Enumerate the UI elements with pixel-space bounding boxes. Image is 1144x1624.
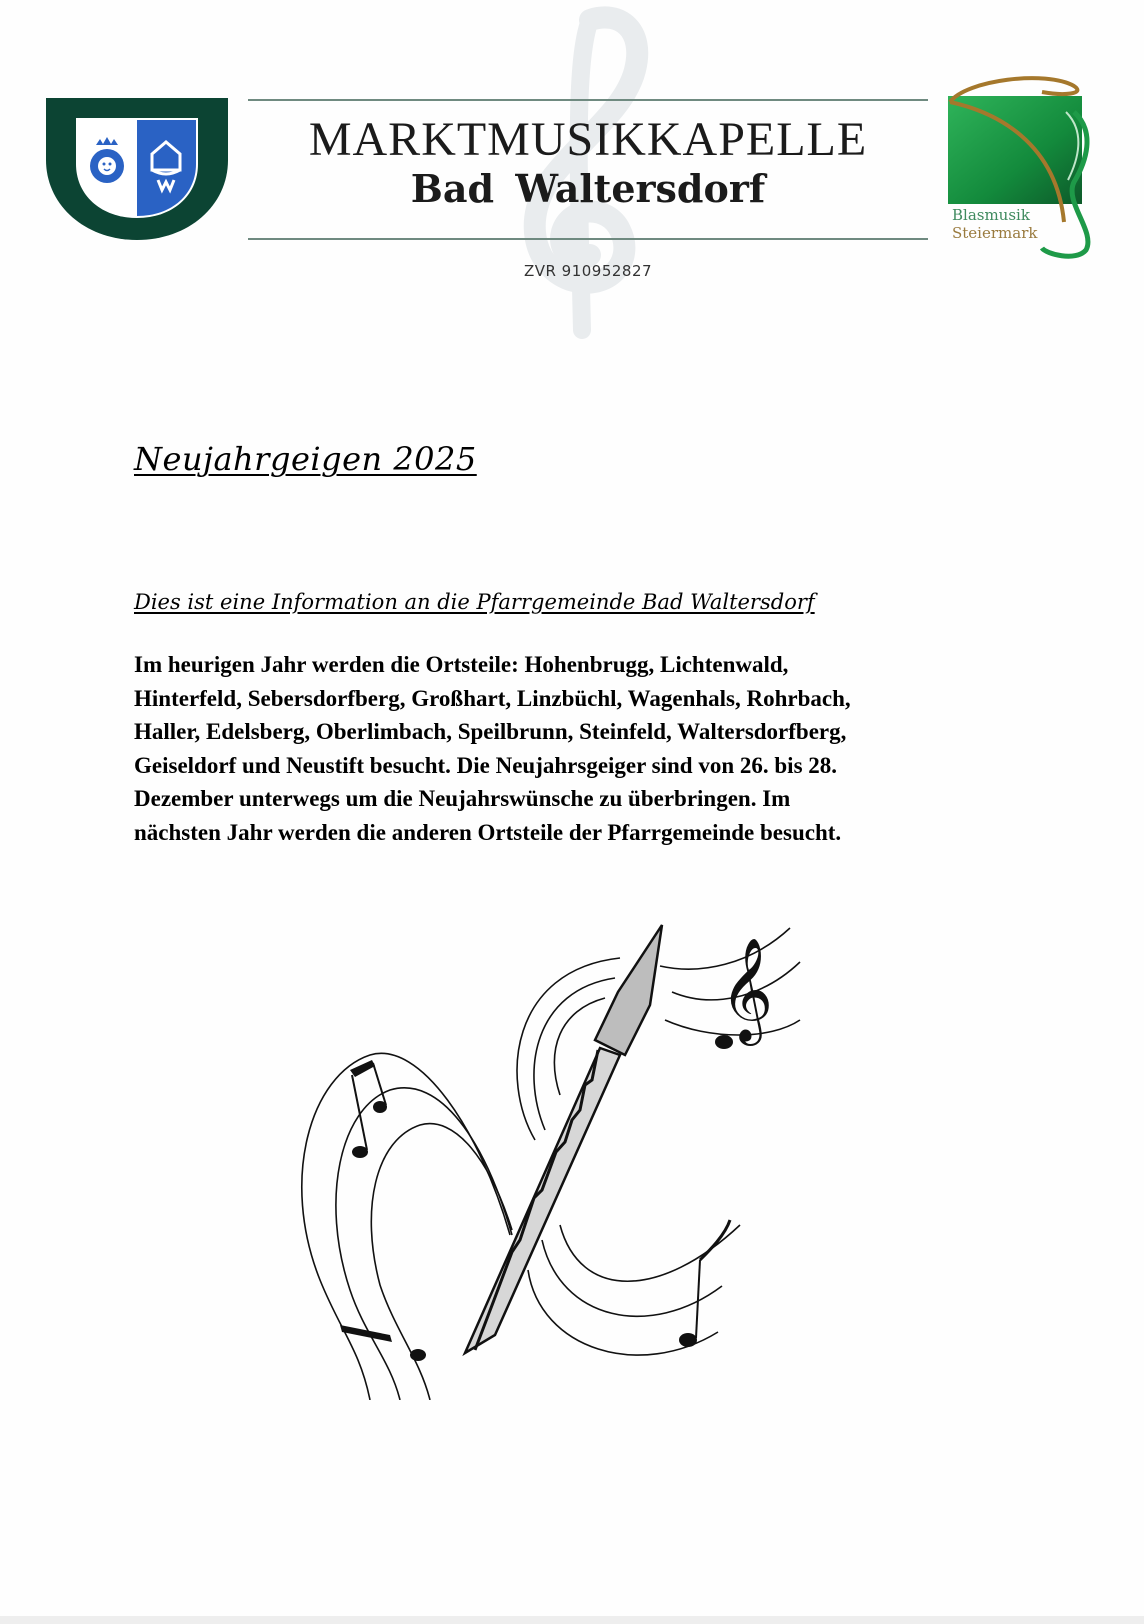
paragraph-line: nächsten Jahr werden die anderen Ortsteile der Pfarrgemeinde besucht. [134, 819, 842, 845]
document-title: Neujahrgeigen 2025 [134, 440, 477, 478]
page-bottom-edge [0, 1616, 1144, 1624]
logo-text-steiermark: Steiermark [952, 224, 1038, 242]
paragraph-line: Im heurigen Jahr werden die Ortsteile: Hohenbrugg, Lichtenwald, [134, 652, 789, 677]
paragraph-line: Geiseldorf und Neustift besucht. Die Neujahrsgeiger sind von 26. bis 28. [134, 752, 838, 778]
info-paragraph [134, 648, 994, 849]
recorder-icon [465, 925, 662, 1353]
registration-number: ZVR 910952827 [523, 262, 653, 280]
municipal-crest-logo [46, 98, 228, 240]
logo-text-blasmusik: Blasmusik [952, 206, 1030, 224]
organization-name: MARKTMUSIKKAPELLE [308, 113, 868, 166]
treble-clef-icon: 𝄞 [720, 937, 774, 1042]
paragraph-line: Hinterfeld, Sebersdorfberg, Großhart, Linzbüchl, Wagenhals, Rohrbach, [134, 685, 851, 711]
header-rule-bottom [248, 238, 928, 240]
document-subtitle: Dies ist eine Information an die Pfarrgemeinde Bad Waltersdorf [134, 590, 815, 614]
organization-town: Bad Waltersdorf [410, 166, 766, 211]
recorder-music-illustration [280, 880, 840, 1400]
header-rule-top [248, 99, 928, 101]
paragraph-line: Haller, Edelsberg, Oberlimbach, Speilbrunn, Steinfeld, Waltersdorfberg, [134, 719, 847, 744]
paragraph-line: Dezember unterwegs um die Neujahrswünsche zu überbringen. Im [134, 786, 791, 811]
